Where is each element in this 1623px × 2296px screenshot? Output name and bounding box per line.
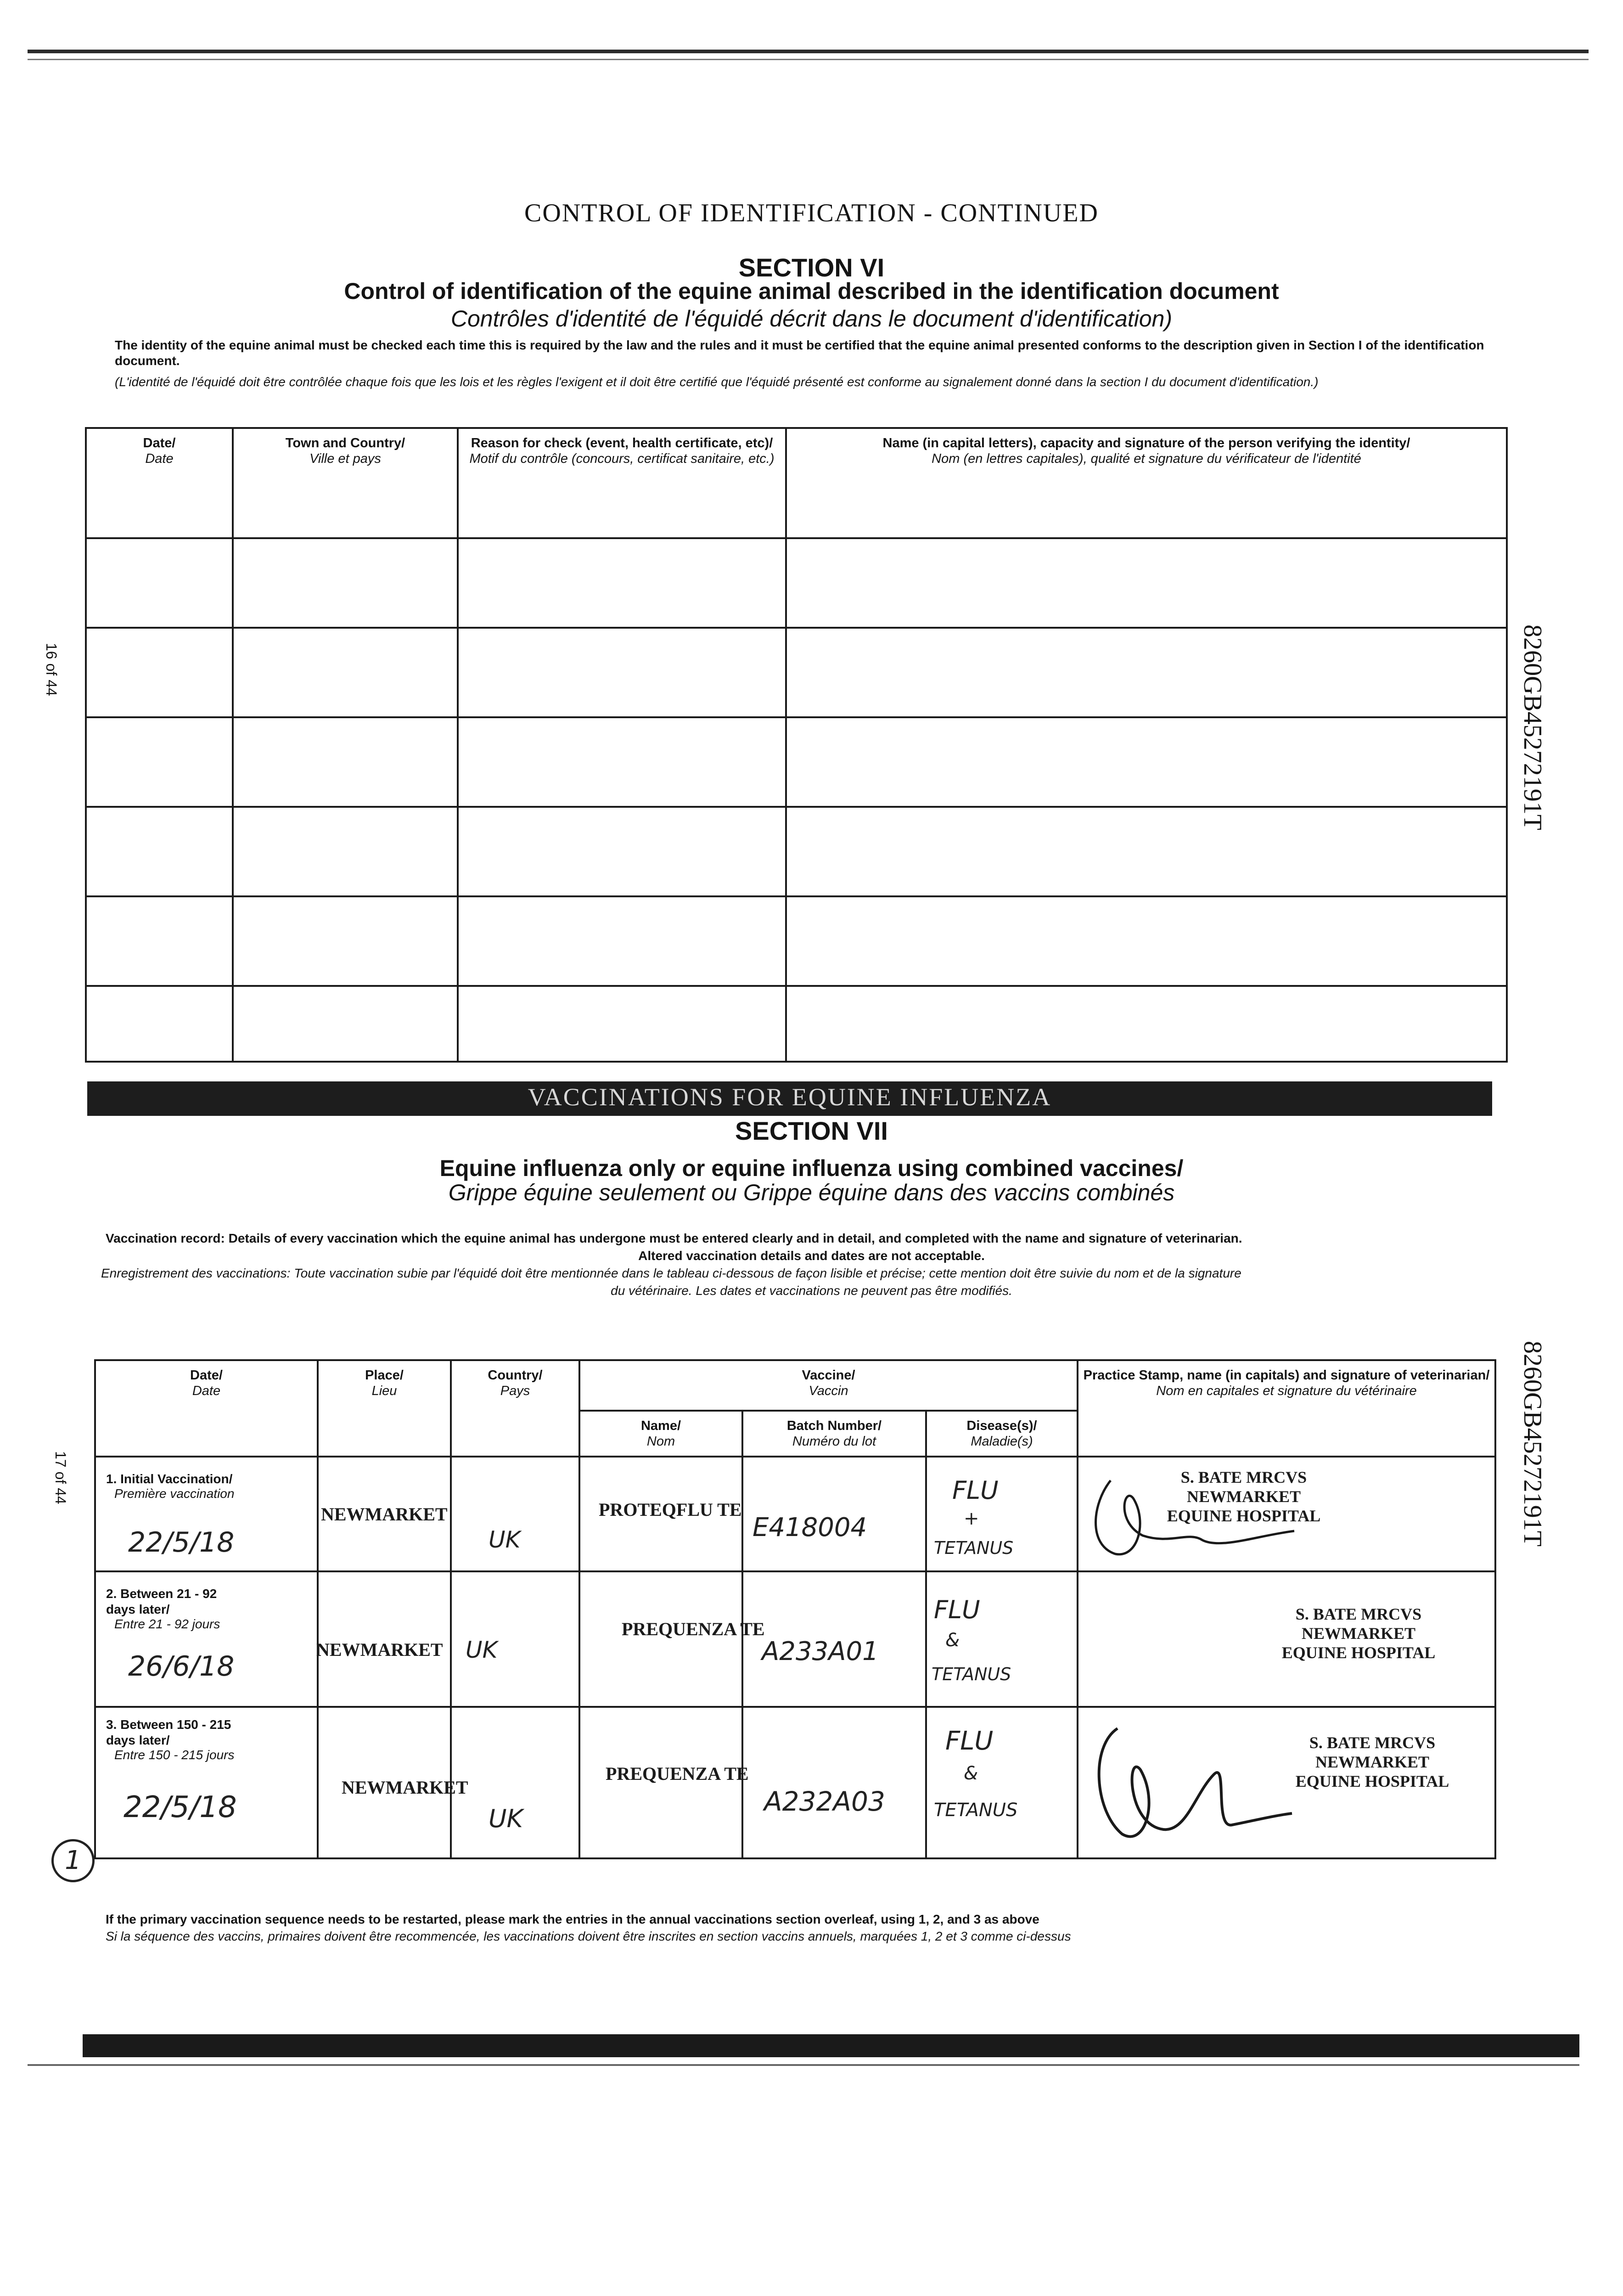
section6-passport-number: 8260GB45272191T <box>1518 625 1547 830</box>
col-name-header: Name (in capital letters), capacity and signature of the person verifying the identity/ Nom (en lettres capitales), qualité et signature du vérificateur de l'identité <box>786 428 1507 538</box>
table-cell[interactable] <box>458 986 786 1062</box>
table-cell[interactable] <box>786 538 1507 628</box>
vet-stamp-line-3: EQUINE HOSPITAL <box>1281 1643 1436 1662</box>
col-date-header: Date/ Date <box>86 428 233 538</box>
row-label-en: 1. Initial Vaccination/ <box>106 1472 233 1486</box>
disease-3: TETANUS <box>934 1800 1018 1821</box>
row-stamp-cell[interactable] <box>1078 1571 1495 1707</box>
row-date-cell[interactable] <box>95 1457 318 1571</box>
vaccination-date: 22/5/18 <box>128 1526 235 1559</box>
vaccination-date: 26/6/18 <box>128 1650 235 1683</box>
vet-stamp-line-2: NEWMARKET <box>1301 1624 1415 1643</box>
disease-2: + <box>964 1508 979 1529</box>
vaccination-record-en: Vaccination record: Details of every vaccination which the equine animal has undergone must be entered clearly and in detail, and completed with the name and signature of veterinarian. <box>106 1231 1242 1245</box>
col-batch-header: Batch Number/ Numéro du lot <box>742 1411 926 1457</box>
col-vaccine-name-header: Name/ Nom <box>579 1411 742 1457</box>
disease-3: TETANUS <box>934 1538 1014 1558</box>
batch-number: E418004 <box>753 1513 867 1542</box>
section7-title: SECTION VII <box>735 1116 888 1145</box>
vaccine-name: PREQUENZA TE <box>622 1619 765 1639</box>
row-disease-cell[interactable] <box>926 1571 1078 1707</box>
table-cell[interactable] <box>458 896 786 986</box>
disease-2: & <box>964 1763 978 1784</box>
table-cell[interactable] <box>786 628 1507 717</box>
vaccination-place: NEWMARKET <box>316 1639 443 1660</box>
row-date-cell[interactable] <box>95 1707 318 1858</box>
disease-1: FLU <box>945 1726 994 1756</box>
vaccination-place: NEWMARKET <box>342 1777 468 1798</box>
bottom-scan-edge <box>83 2034 1579 2057</box>
top-scan-edge <box>28 50 1589 53</box>
row-stamp-cell[interactable] <box>1078 1457 1495 1571</box>
table-cell[interactable] <box>233 717 458 807</box>
table-cell[interactable] <box>458 807 786 896</box>
row-label-fr: Entre 150 - 215 jours <box>114 1748 235 1762</box>
row-place-cell[interactable] <box>318 1571 451 1707</box>
table-cell[interactable] <box>233 986 458 1062</box>
section6-intro-en: The identity of the equine animal must be checked each time this is required by the law and the rules and it must be certified that the equine animal presented conforms to the description given in Section I of the identification document. <box>115 338 1484 368</box>
vet-stamp-line-1: S. BATE MRCVS <box>1309 1733 1436 1752</box>
section6-intro-fr: (L'identité de l'équidé doit être contrôlée chaque fois que les lois et les règles l'exigent et il doit être certifié que l'équidé présenté est conforme au signalement donné dans la section I du document d'identification.) <box>115 375 1319 389</box>
section6-banner: CONTROL OF IDENTIFICATION - CONTINUED <box>524 199 1099 227</box>
vaccination-country: UK <box>489 1804 523 1833</box>
row-country-cell[interactable] <box>451 1457 579 1571</box>
batch-number: A232A03 <box>764 1786 885 1817</box>
vet-signature <box>1083 1467 1359 1568</box>
footnote-fr: Si la séquence des vaccins, primaires doivent être recommencée, les vaccinations doivent être inscrites en section vaccins annuels, marquées 1, 2 et 3 comme ci-dessus <box>106 1929 1071 1943</box>
vet-signature <box>1081 1710 1301 1857</box>
table-row <box>95 1457 1495 1571</box>
vet-stamp-line-1: S. BATE MRCVS <box>1180 1468 1307 1486</box>
row-place-cell[interactable] <box>318 1457 451 1571</box>
bottom-scan-edge-2 <box>28 2064 1579 2066</box>
col-country-header: Country/ Pays <box>451 1360 579 1457</box>
table-cell[interactable] <box>233 807 458 896</box>
row-vaccine-cell[interactable] <box>579 1707 749 1858</box>
section6-page-number: 16 of 44 <box>43 643 60 696</box>
row-place-cell[interactable] <box>318 1707 468 1858</box>
col-place-header: Place/ Lieu <box>318 1360 451 1457</box>
row-country-cell[interactable] <box>451 1707 579 1858</box>
vet-stamp-line-3: EQUINE HOSPITAL <box>1295 1772 1449 1790</box>
disease-2: & <box>945 1630 960 1651</box>
section6-subtitle-en: Control of identification of the equine animal described in the identification document <box>344 278 1279 304</box>
table-cell[interactable] <box>786 896 1507 986</box>
row-batch-cell[interactable] <box>742 1457 926 1571</box>
vet-stamp-line-1: S. BATE MRCVS <box>1295 1605 1422 1623</box>
table-cell[interactable] <box>86 717 233 807</box>
col-date-header: Date/ Date <box>95 1360 318 1457</box>
col-stamp-header: Practice Stamp, name (in capitals) and signature of veterinarian/ Nom en capitales et signature du vétérinaire <box>1078 1360 1495 1457</box>
table-cell[interactable] <box>86 807 233 896</box>
table-cell[interactable] <box>458 538 786 628</box>
row-label-fr: Première vaccination <box>114 1486 235 1501</box>
table-cell[interactable] <box>233 896 458 986</box>
col-reason-header: Reason for check (event, health certificate, etc)/ Motif du contrôle (concours, certificat sanitaire, etc.) <box>458 428 786 538</box>
batch-number: A233A01 <box>762 1637 879 1666</box>
vet-stamp-line-2: NEWMARKET <box>1186 1487 1301 1506</box>
row-label-fr: Entre 21 - 92 jours <box>114 1617 220 1631</box>
section7-subtitle-en: Equine influenza only or equine influenza using combined vaccines/ <box>439 1155 1184 1181</box>
vaccination-date: 22/5/18 <box>124 1790 237 1824</box>
row-vaccine-cell[interactable] <box>579 1457 742 1571</box>
disease-3: TETANUS <box>932 1664 1011 1684</box>
table-cell[interactable] <box>233 628 458 717</box>
col-vaccine-header: Vaccine/ Vaccin <box>579 1360 1078 1411</box>
table-cell[interactable] <box>86 628 233 717</box>
table-cell[interactable] <box>86 986 233 1062</box>
section6-subtitle-fr: Contrôles d'identité de l'équidé décrit dans le document d'identification) <box>450 306 1173 332</box>
section7-passport-number: 8260GB45272191T <box>1518 1341 1547 1547</box>
row-date-cell[interactable] <box>95 1571 318 1707</box>
row-stamp-cell[interactable] <box>1078 1707 1495 1858</box>
top-scan-edge-2 <box>28 59 1589 60</box>
row-label-en: 2. Between 21 - 92 days later/ <box>106 1587 217 1616</box>
col-disease-header: Disease(s)/ Maladie(s) <box>926 1411 1078 1457</box>
vaccine-name: PREQUENZA TE <box>606 1763 749 1784</box>
row-disease-cell[interactable] <box>926 1457 1078 1571</box>
table-cell[interactable] <box>86 896 233 986</box>
section6-title: SECTION VI <box>738 253 885 282</box>
footnote-en: If the primary vaccination sequence needs to be restarted, please mark the entries in the annual vaccinations section overleaf, using 1, 2, and 3 as above <box>106 1912 1039 1926</box>
table-cell[interactable] <box>786 807 1507 896</box>
table-cell[interactable] <box>233 538 458 628</box>
vet-stamp-line-2: NEWMARKET <box>1315 1753 1429 1771</box>
vet-stamp-line-3: EQUINE HOSPITAL <box>1167 1507 1321 1525</box>
section7-subtitle-fr: Grippe équine seulement ou Grippe équine dans des vaccins combinés <box>448 1180 1175 1205</box>
table-row <box>95 1707 1495 1858</box>
table-cell[interactable] <box>786 986 1507 1062</box>
vaccination-record-en-2: Altered vaccination details and dates are not acceptable. <box>638 1249 985 1263</box>
disease-1: FLU <box>952 1476 999 1505</box>
section7-page-number: 17 of 44 <box>52 1451 69 1504</box>
vaccination-record-fr: Enregistrement des vaccinations: Toute vaccination subie par l'équidé doit être mentionnée dans le tableau ci-dessous de façon lisible et précise; cette mention doit être suivie du nom et de la signature <box>101 1266 1241 1280</box>
disease-1: FLU <box>934 1595 980 1624</box>
table-cell[interactable] <box>458 628 786 717</box>
identification-check-table <box>85 427 1508 1063</box>
vaccine-name: PROTEQFLU TE <box>599 1499 742 1520</box>
table-cell[interactable] <box>786 717 1507 807</box>
col-town-header: Town and Country/ Ville et pays <box>233 428 458 538</box>
vaccination-table <box>94 1359 1496 1859</box>
row-country-cell[interactable] <box>451 1571 579 1707</box>
row-disease-cell[interactable] <box>926 1707 1078 1858</box>
section7-banner-text: VACCINATIONS FOR EQUINE INFLUENZA <box>528 1083 1052 1111</box>
vaccination-record-fr-2: du vétérinaire. Les dates et vaccinations ne peuvent pas être modifiés. <box>611 1283 1012 1298</box>
vaccination-country: UK <box>489 1526 521 1553</box>
table-cell[interactable] <box>458 717 786 807</box>
row-batch-cell[interactable] <box>742 1707 926 1858</box>
row-label-en: 3. Between 150 - 215 days later/ <box>106 1717 231 1747</box>
vaccination-place: NEWMARKET <box>321 1504 448 1525</box>
restart-circle-mark: 1 <box>51 1839 95 1882</box>
table-cell[interactable] <box>86 538 233 628</box>
row-batch-cell[interactable] <box>742 1571 926 1707</box>
row-vaccine-cell[interactable] <box>579 1571 765 1707</box>
table-row <box>95 1571 1495 1707</box>
vaccination-country: UK <box>466 1637 498 1663</box>
